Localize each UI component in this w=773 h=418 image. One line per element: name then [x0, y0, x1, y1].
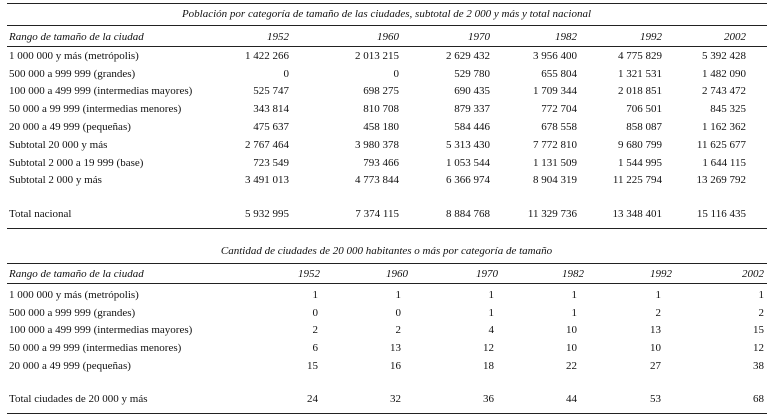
- table1-row-label: Subtotal 2 000 a 19 999 (base): [9, 157, 144, 169]
- table1-total-cell: 13 348 401: [612, 208, 662, 220]
- table1-cell: 475 637: [253, 121, 289, 133]
- table2-year-header: 1970: [476, 268, 498, 280]
- table1-cell: 655 804: [541, 68, 577, 80]
- table2-cell: 16: [390, 360, 401, 372]
- table2-cell: 2: [758, 307, 764, 319]
- table2-row-label: 1 000 000 y más (metrópolis): [9, 289, 139, 301]
- table2-row-label: 100 000 a 499 999 (intermedias mayores): [9, 324, 193, 336]
- table1-cell: 793 466: [363, 157, 399, 169]
- table1-total-label: Total nacional: [9, 208, 72, 220]
- table1-cell: 6 366 974: [446, 174, 490, 186]
- table2-total-cell: 44: [566, 393, 577, 405]
- table1-cell: 0: [393, 68, 399, 80]
- table1-cell: 4 773 844: [355, 174, 399, 186]
- table2-cell: 1: [488, 307, 494, 319]
- table1-cell: 1 422 266: [245, 50, 289, 62]
- table1-cell: 525 747: [253, 85, 289, 97]
- table2-caption-rule: [7, 263, 767, 264]
- table2-total-cell: 68: [753, 393, 764, 405]
- table1-cell: 3 980 378: [355, 139, 399, 151]
- table2-cell: 12: [753, 342, 764, 354]
- table1-cell: 1 053 544: [446, 157, 490, 169]
- table2-total-cell: 24: [307, 393, 318, 405]
- table1-year-header: 1952: [267, 31, 289, 43]
- table2-year-header: 1952: [298, 268, 320, 280]
- table2-cell: 18: [483, 360, 494, 372]
- table1-cell: 2 767 464: [245, 139, 289, 151]
- table2-cell: 1: [488, 289, 494, 301]
- table1-cell: 1 709 344: [533, 85, 577, 97]
- table2-cell: 2: [312, 324, 318, 336]
- table1-year-header: 1992: [640, 31, 662, 43]
- table2-cell: 0: [395, 307, 401, 319]
- table1-cell: 3 956 400: [533, 50, 577, 62]
- table2-cell: 0: [312, 307, 318, 319]
- table1-row-label: Subtotal 20 000 y más: [9, 139, 108, 151]
- table2-year-header: 1992: [650, 268, 672, 280]
- table1-cell: 529 780: [454, 68, 490, 80]
- table2-cell: 2: [655, 307, 661, 319]
- table2-cell: 10: [650, 342, 661, 354]
- table2-caption: Cantidad de ciudades de 20 000 habitantes o más por categoría de tamaño: [220, 245, 553, 257]
- table2-cell: 1: [571, 289, 577, 301]
- table2-cell: 1: [395, 289, 401, 301]
- table2-total-cell: 36: [483, 393, 494, 405]
- table2-cell: 22: [566, 360, 577, 372]
- table1-row-label: 50 000 a 99 999 (intermedias menores): [9, 103, 182, 115]
- table2-cell: 13: [650, 324, 661, 336]
- table2-cell: 10: [566, 324, 577, 336]
- table2-cell: 1: [312, 289, 318, 301]
- table2-cell: 38: [753, 360, 764, 372]
- table2-cell: 15: [307, 360, 318, 372]
- table1-row-label: 500 000 a 999 999 (grandes): [9, 68, 136, 80]
- table2-year-header: 2002: [742, 268, 764, 280]
- table1-stub-header: Rango de tamaño de la ciudad: [9, 31, 144, 43]
- table1-year-header: 1970: [468, 31, 490, 43]
- table1-total-cell: 7 374 115: [355, 208, 399, 220]
- table1-total-cell: 5 932 995: [245, 208, 289, 220]
- table1-cell: 723 549: [253, 157, 289, 169]
- table1-cell: 810 708: [363, 103, 399, 115]
- table1-cell: 8 904 319: [533, 174, 577, 186]
- table2-cell: 4: [488, 324, 494, 336]
- table1-cell: 1 321 531: [618, 68, 662, 80]
- table1-cell: 2 013 215: [355, 50, 399, 62]
- table1-cell: 13 269 792: [696, 174, 746, 186]
- table1-bottom-rule: [7, 228, 767, 229]
- table1-row-label: 1 000 000 y más (metrópolis): [9, 50, 139, 62]
- table1-cell: 5 313 430: [446, 139, 490, 151]
- table2-cell: 12: [483, 342, 494, 354]
- table2-cell: 2: [395, 324, 401, 336]
- table1-cell: 343 814: [253, 103, 289, 115]
- table1-cell: 1 544 995: [618, 157, 662, 169]
- table1-year-header: 1960: [377, 31, 399, 43]
- table1-cell: 772 704: [541, 103, 577, 115]
- table1-top-rule: [7, 3, 767, 4]
- table2-row-label: 50 000 a 99 999 (intermedias menores): [9, 342, 182, 354]
- table2-cell: 1: [655, 289, 661, 301]
- table1-caption-rule: [7, 25, 767, 26]
- table1-cell: 4 775 829: [618, 50, 662, 62]
- table1-year-header: 2002: [724, 31, 746, 43]
- table2-stub-header: Rango de tamaño de la ciudad: [9, 268, 144, 280]
- table1-cell: 7 772 810: [533, 139, 577, 151]
- table1-cell: 690 435: [454, 85, 490, 97]
- table1-total-cell: 8 884 768: [446, 208, 490, 220]
- table1-cell: 858 087: [626, 121, 662, 133]
- table1-cell: 5 392 428: [702, 50, 746, 62]
- table1-cell: 3 491 013: [245, 174, 289, 186]
- table1-cell: 11 625 677: [696, 139, 746, 151]
- table1-header-rule: [7, 46, 767, 47]
- table1-cell: 1 162 362: [702, 121, 746, 133]
- table1-cell: 9 680 799: [618, 139, 662, 151]
- table1-cell: 698 275: [363, 85, 399, 97]
- table2-total-cell: 32: [390, 393, 401, 405]
- table2-row-label: 20 000 a 49 999 (pequeñas): [9, 360, 131, 372]
- table1-cell: 584 446: [454, 121, 490, 133]
- table1-cell: 678 558: [541, 121, 577, 133]
- table1-year-header: 1982: [555, 31, 577, 43]
- table1-caption: Población por categoría de tamaño de las ciudades, subtotal de 2 000 y más y total nacional: [181, 8, 592, 20]
- table1-cell: 1 131 509: [533, 157, 577, 169]
- table2-cell: 27: [650, 360, 661, 372]
- table1-row-label: Subtotal 2 000 y más: [9, 174, 102, 186]
- table1-cell: 2 018 851: [618, 85, 662, 97]
- table1-cell: 0: [283, 68, 289, 80]
- table1-total-cell: 15 116 435: [696, 208, 746, 220]
- table2-total-cell: 53: [650, 393, 661, 405]
- table2-cell: 15: [753, 324, 764, 336]
- table2-cell: 1: [758, 289, 764, 301]
- table2-cell: 1: [571, 307, 577, 319]
- table1-row-label: 20 000 a 49 999 (pequeñas): [9, 121, 131, 133]
- table2-header-rule: [7, 283, 767, 284]
- table1-cell: 2 743 472: [702, 85, 746, 97]
- table2-cell: 6: [312, 342, 318, 354]
- table2-cell: 10: [566, 342, 577, 354]
- table2-year-header: 1982: [562, 268, 584, 280]
- table1-cell: 879 337: [454, 103, 490, 115]
- table1-cell: 458 180: [363, 121, 399, 133]
- table1-cell: 845 325: [710, 103, 746, 115]
- table2-year-header: 1960: [386, 268, 408, 280]
- table1-cell: 11 225 794: [612, 174, 662, 186]
- table2-row-label: 500 000 a 999 999 (grandes): [9, 307, 136, 319]
- table1-cell: 1 482 090: [702, 68, 746, 80]
- table1-total-cell: 11 329 736: [527, 208, 577, 220]
- table1-cell: 2 629 432: [446, 50, 490, 62]
- table2-bottom-rule: [7, 413, 767, 414]
- table2-cell: 13: [390, 342, 401, 354]
- table1-cell: 706 501: [626, 103, 662, 115]
- table1-row-label: 100 000 a 499 999 (intermedias mayores): [9, 85, 193, 97]
- table2-total-label: Total ciudades de 20 000 y más: [9, 393, 148, 405]
- table1-cell: 1 644 115: [702, 157, 746, 169]
